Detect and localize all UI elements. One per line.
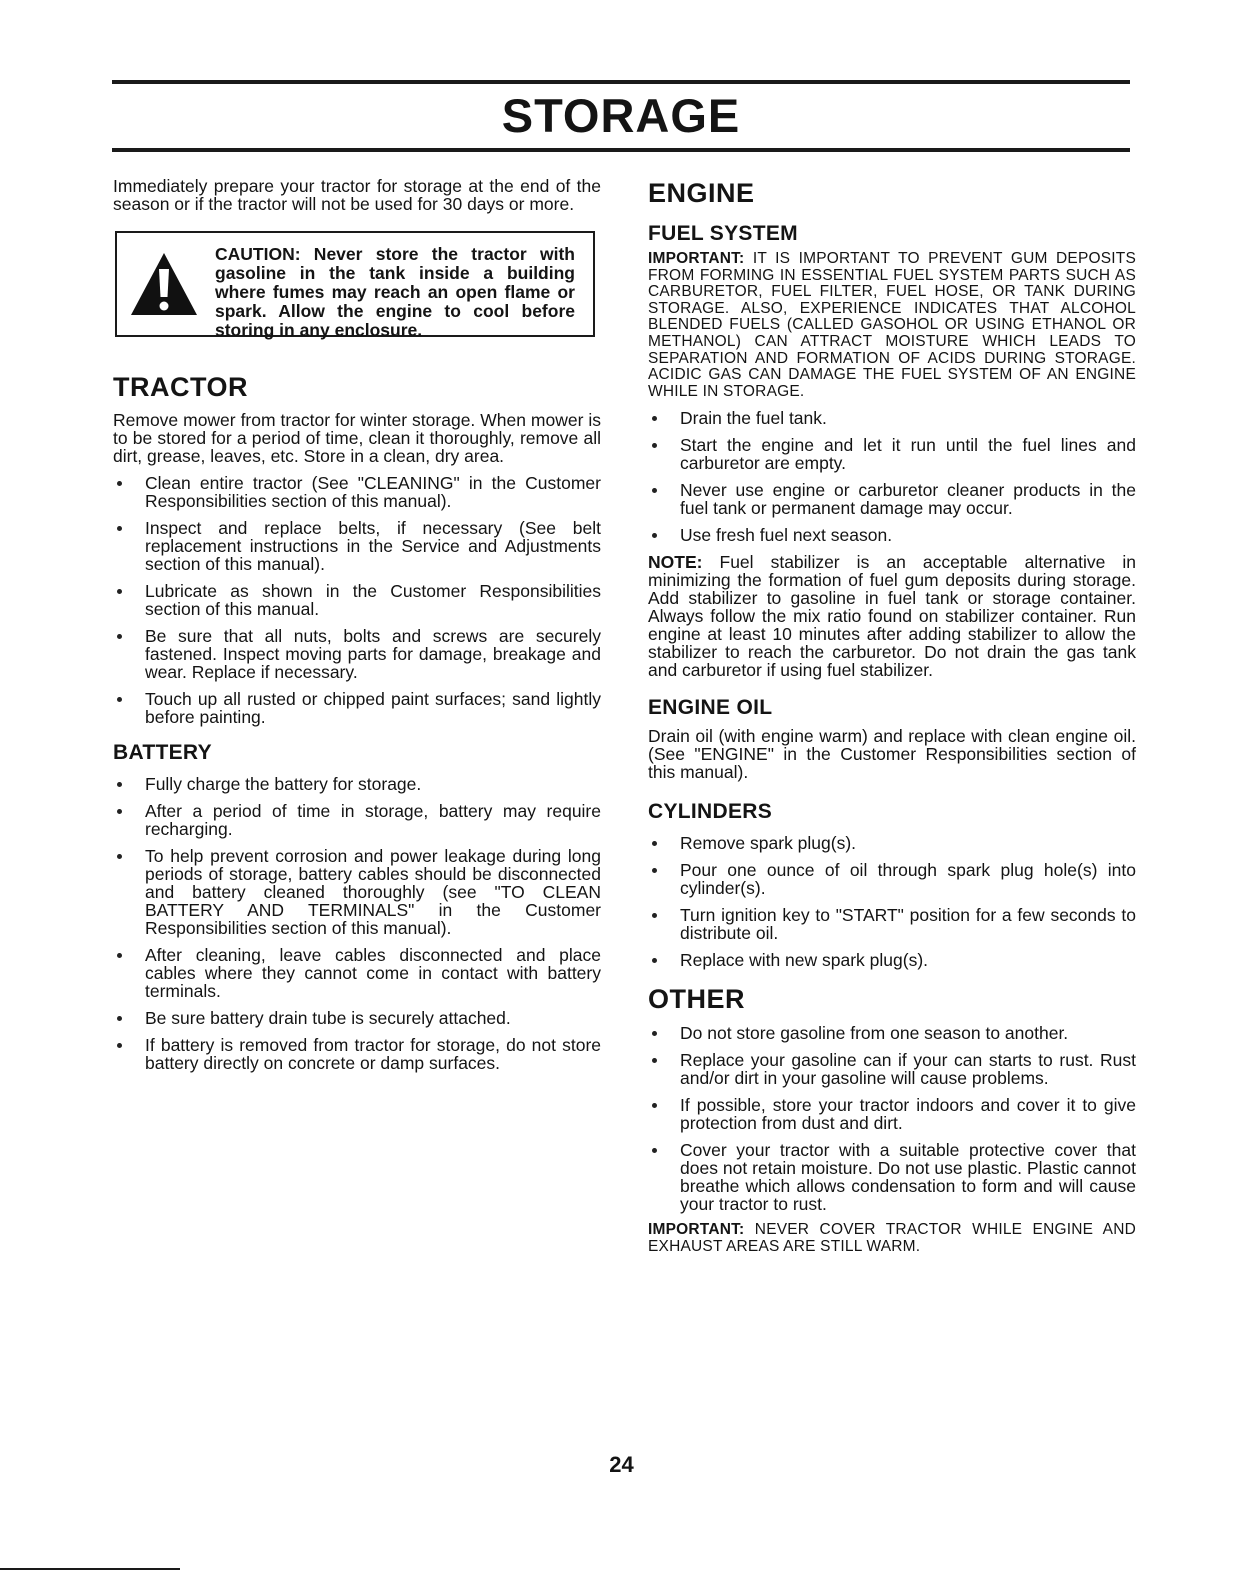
important-label: IMPORTANT: <box>648 1221 745 1239</box>
engine-oil-paragraph: Drain oil (with engine warm) and replace with clean engine oil. (See "ENGINE" in the Customer Responsibilities section of this manual). <box>648 726 1136 783</box>
list-item-text: To help prevent corrosion and power leakage during long periods of storage, battery cables should be disconnected and battery cleaned thoroughly (see "TO CLEAN BATTERY AND TERMINALS" in the Customer Responsibilities section of this manual). <box>145 846 601 938</box>
list-item <box>113 582 601 618</box>
list-item-text: Cover your tractor with a suitable protective cover that does not retain moisture. Do not use plastic. Plastic cannot breathe which allows condensation to form and will cause your tractor to rust. <box>680 1140 1136 1215</box>
list-item <box>648 1024 1136 1042</box>
list-item <box>113 690 601 726</box>
footer-rule <box>0 1568 180 1570</box>
bullet-icon <box>117 854 122 859</box>
list-item-text: Fully charge the battery for storage. <box>145 774 422 794</box>
bullet-icon <box>652 1058 657 1063</box>
list-item <box>113 1009 601 1027</box>
bullet-icon <box>652 443 657 448</box>
list-item-text: Lubricate as shown in the Customer Responsibilities section of this manual. <box>145 581 601 619</box>
list-item-text: Be sure that all nuts, bolts and screws are securely fastened. Inspect moving parts for damage, breakage and wear. Replace if necessary. <box>145 626 601 682</box>
warning-icon <box>129 251 199 319</box>
tractor-heading: TRACTOR <box>113 372 248 402</box>
bullet-icon <box>652 868 657 873</box>
intro-paragraph: Immediately prepare your tractor for storage at the end of the season or if the tractor will not be used for 30 days or more. <box>113 176 601 214</box>
bullet-icon <box>652 841 657 846</box>
other-heading: OTHER <box>648 984 745 1015</box>
other-list <box>648 1024 1136 1213</box>
list-item-text: If battery is removed from tractor for storage, do not store battery directly on concrete or damp surfaces. <box>145 1035 601 1073</box>
bullet-icon <box>117 809 122 814</box>
list-item-text: Clean entire tractor (See "CLEANING" in the Customer Responsibilities section of this manual). <box>145 473 601 511</box>
fuel-important-paragraph <box>648 251 1136 400</box>
list-item <box>648 1096 1136 1132</box>
caution-text: CAUTION: Never store the tractor with gasoline in the tank inside a building where fumes may reach an open flame or spark. Allow the engine to cool before storing in any enclosure. <box>215 244 575 340</box>
cylinders-list <box>648 834 1136 969</box>
battery-heading: BATTERY <box>113 741 212 764</box>
important-label: IMPORTANT: <box>648 250 745 267</box>
list-item <box>648 409 1136 427</box>
list-item <box>113 847 601 937</box>
list-item <box>113 1036 601 1072</box>
list-item <box>648 526 1136 544</box>
note-text: Fuel stabilizer is an acceptable alternative in minimizing the formation of fuel gum deposits during storage. Add stabilizer to gasoline in fuel tank or storage container. Always follow the mix ratio found on stabilizer container. Run engine at least 10 minutes after adding stabilizer to allow the stabilizer to reach the carburetor. Do not drain the gas tank and carburetor if using fuel stabilizer. <box>648 552 1136 681</box>
left-column <box>113 177 601 1072</box>
page-number: 24 <box>609 1452 634 1477</box>
list-item <box>648 906 1136 942</box>
list-item-text: After a period of time in storage, battery may require recharging. <box>145 801 601 839</box>
other-important-paragraph <box>648 1222 1136 1255</box>
list-item-text: Turn ignition key to "START" position for a few seconds to distribute oil. <box>680 905 1136 944</box>
list-item-text: Touch up all rusted or chipped paint surfaces; sand lightly before painting. <box>145 689 601 727</box>
list-item-text: Inspect and replace belts, if necessary (See belt replacement instructions in the Service and Adjustments section of this manual). <box>145 518 601 574</box>
cylinders-heading: CYLINDERS <box>648 800 773 824</box>
engine-oil-heading: ENGINE OIL <box>648 696 773 720</box>
list-item <box>648 481 1136 517</box>
battery-list <box>113 775 601 1072</box>
title-rule-bottom <box>112 148 1130 152</box>
list-item-text: Be sure battery drain tube is securely attached. <box>145 1008 511 1028</box>
bullet-icon <box>117 481 122 486</box>
caution-box <box>115 231 595 340</box>
bullet-icon <box>652 958 657 963</box>
list-item <box>648 1051 1136 1087</box>
tractor-paragraph: Remove mower from tractor for winter storage. When mower is to be stored for a period of time, clean it thoroughly, remove all dirt, grease, leaves, etc. Store in a clean, dry area. <box>113 410 601 466</box>
bullet-icon <box>652 1031 657 1036</box>
title-rule-top <box>112 80 1130 84</box>
bullet-icon <box>652 416 657 421</box>
bullet-icon <box>652 913 657 918</box>
bullet-icon <box>117 782 122 787</box>
important-text: IT IS IMPORTANT TO PREVENT GUM DEPOSITS FROM FORMING IN ESSENTIAL FUEL SYSTEM PARTS SUCH AS CARBURETOR, FUEL FILTER, FUEL HOSE, OR TANK DURING STORAGE. ALSO, EXPERIENCE INDICATES THAT ALCOHOL BLENDED FUELS (CALLED GASOHOL OR USING ETHANOL OR METHANOL) CAN ATTRACT MOISTURE WHICH LEADS TO SEPARATION AND FORMATION OF ACIDS DURING STORAGE. ACIDIC GAS CAN DAMAGE THE FUEL SYSTEM OF AN ENGINE WHILE IN STORAGE. <box>648 250 1136 400</box>
list-item-text: After cleaning, leave cables disconnected and place cables where they cannot come in contact with battery terminals. <box>145 945 601 1001</box>
right-column <box>648 177 1136 1256</box>
list-item <box>113 946 601 1000</box>
fuel-system-heading: FUEL SYSTEM <box>648 222 798 245</box>
bullet-icon <box>117 1043 122 1048</box>
note-label: NOTE: <box>648 552 703 573</box>
bullet-icon <box>652 533 657 538</box>
tractor-list <box>113 474 601 726</box>
bullet-icon <box>117 697 122 702</box>
list-item <box>648 951 1136 969</box>
list-item <box>648 436 1136 472</box>
list-item-text: Do not store gasoline from one season to another. <box>680 1023 1069 1044</box>
list-item-text: Start the engine and let it run until the fuel lines and carburetor are empty. <box>680 435 1136 474</box>
list-item-text: Replace your gasoline can if your can starts to rust. Rust and/or dirt in your gasoline will cause problems. <box>680 1050 1136 1089</box>
bullet-icon <box>652 1103 657 1108</box>
list-item <box>648 861 1136 897</box>
list-item <box>113 474 601 510</box>
bullet-icon <box>117 1016 122 1021</box>
bullet-icon <box>652 1148 657 1153</box>
list-item-text: If possible, store your tractor indoors and cover it to give protection from dust and dirt. <box>680 1095 1136 1134</box>
list-item <box>648 834 1136 852</box>
bullet-icon <box>117 953 122 958</box>
list-item-text: Replace with new spark plug(s). <box>680 950 929 971</box>
important-text: NEVER COVER TRACTOR WHILE ENGINE AND EXHAUST AREAS ARE STILL WARM. <box>648 1221 1136 1255</box>
list-item <box>113 519 601 573</box>
list-item <box>113 775 601 793</box>
list-item-text: Drain the fuel tank. <box>680 408 827 429</box>
fuel-system-list <box>648 409 1136 544</box>
list-item <box>113 627 601 681</box>
engine-heading: ENGINE <box>648 178 755 208</box>
bullet-icon <box>117 634 122 639</box>
list-item-text: Pour one ounce of oil through spark plug hole(s) into cylinder(s). <box>680 860 1136 899</box>
bullet-icon <box>117 589 122 594</box>
list-item-text: Remove spark plug(s). <box>680 833 857 854</box>
list-item-text: Never use engine or carburetor cleaner products in the fuel tank or permanent damage may occur. <box>680 480 1136 519</box>
list-item-text: Use fresh fuel next season. <box>680 525 893 546</box>
bullet-icon <box>652 488 657 493</box>
list-item <box>648 1141 1136 1213</box>
page-title: STORAGE <box>501 89 741 142</box>
fuel-note-paragraph <box>648 553 1136 679</box>
list-item <box>113 802 601 838</box>
bullet-icon <box>117 526 122 531</box>
